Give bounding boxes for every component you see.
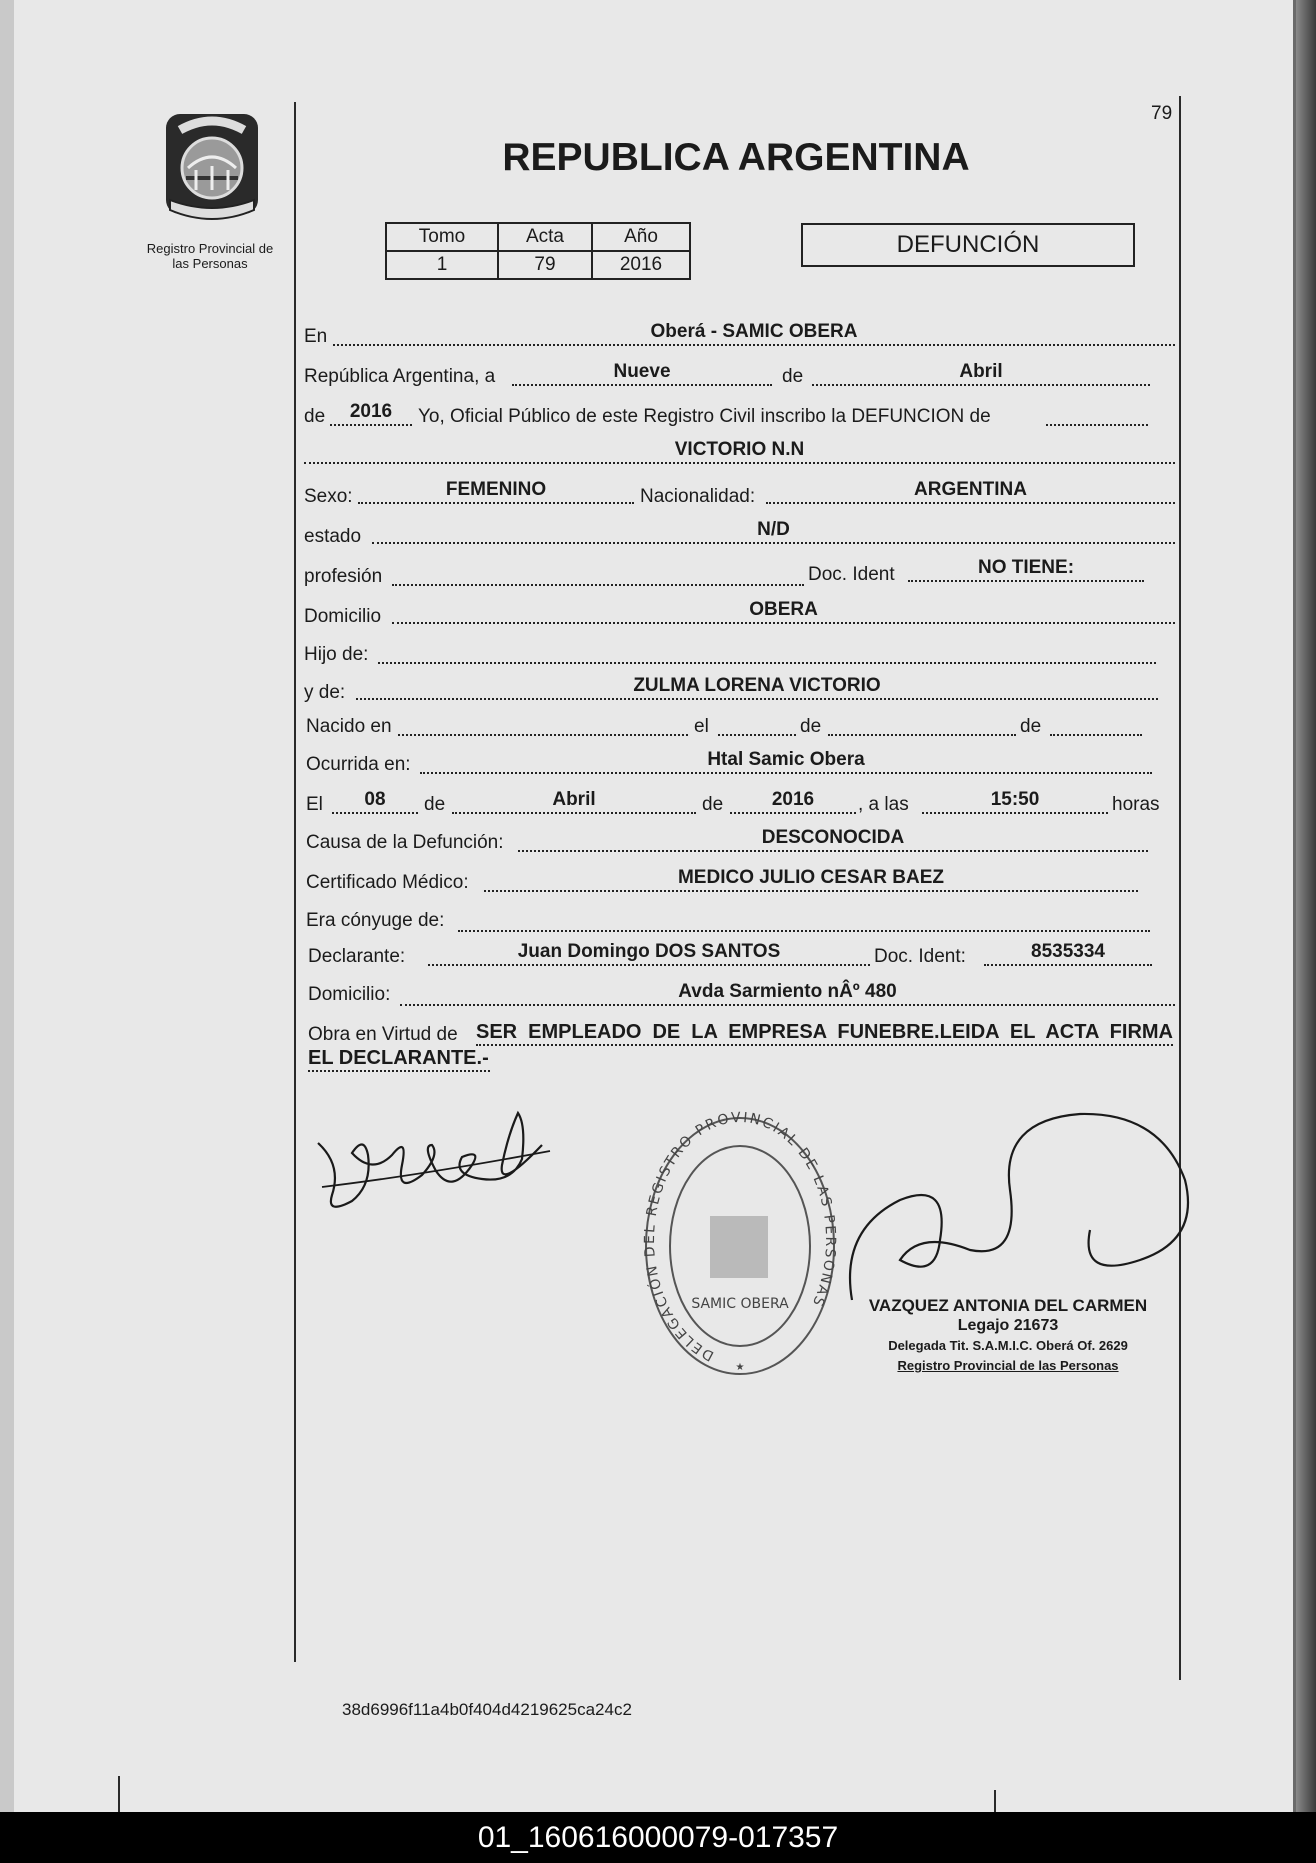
tomo-header: Tomo bbox=[386, 223, 498, 251]
inscripcion-blank bbox=[1046, 402, 1148, 426]
anio-field: 2016 bbox=[330, 402, 412, 426]
stamp-ring-text: DELEGACIÓN DEL REGISTRO PROVINCIAL DE LAS PERSONAS bbox=[642, 1109, 839, 1364]
doc-declarante-field: 8535334 bbox=[984, 942, 1152, 966]
nacido-mes-field bbox=[828, 712, 1016, 736]
a-las-label: , a las bbox=[858, 794, 909, 815]
official-legajo: Legajo 21673 bbox=[957, 1317, 1059, 1334]
nacido-de-label-2: de bbox=[1020, 716, 1042, 737]
domicilio-declarante-field: Avda Sarmiento nÂº 480 bbox=[400, 982, 1175, 1006]
declarant-signature bbox=[312, 1105, 552, 1225]
doc-declarante-label: Doc. Ident: bbox=[874, 946, 966, 967]
sexo-label: Sexo: bbox=[304, 486, 353, 507]
nacido-dia-field bbox=[718, 712, 796, 736]
estado-field: N/D bbox=[372, 520, 1175, 544]
ocurrida-label: Ocurrida en: bbox=[306, 754, 411, 775]
nacido-el-label: el bbox=[694, 716, 709, 737]
official-block bbox=[868, 1296, 1148, 1376]
official-signature bbox=[840, 1110, 1200, 1310]
hijo-de-label: Hijo de: bbox=[304, 644, 369, 665]
lugar-field: Oberá - SAMIC OBERA bbox=[333, 322, 1175, 346]
ocurrida-field: Htal Samic Obera bbox=[420, 750, 1152, 774]
hora-field: 15:50 bbox=[922, 790, 1108, 814]
profesion-label: profesión bbox=[304, 566, 383, 587]
de-label-5: de bbox=[702, 794, 724, 815]
conyuge-label: Era cónyuge de: bbox=[306, 910, 445, 931]
de-label: de bbox=[782, 366, 804, 387]
declarante-label: Declarante: bbox=[308, 946, 406, 967]
document-title: REPUBLICA ARGENTINA bbox=[502, 136, 970, 179]
causa-label: Causa de la Defunción: bbox=[306, 832, 504, 853]
nacido-de-label: de bbox=[800, 716, 822, 737]
mes-field: Abril bbox=[812, 362, 1150, 386]
en-label: En bbox=[304, 326, 328, 347]
obra-field-line2: EL DECLARANTE.- bbox=[308, 1048, 490, 1072]
de-anio-label: de bbox=[304, 406, 326, 427]
doc-ident-label: Doc. Ident bbox=[808, 564, 895, 585]
y-de-field: ZULMA LORENA VICTORIO bbox=[356, 676, 1158, 700]
domicilio-declarante-label: Domicilio: bbox=[308, 984, 391, 1005]
left-margin-line bbox=[294, 102, 296, 1662]
dia-field: Nueve bbox=[512, 362, 772, 386]
estado-label: estado bbox=[304, 526, 362, 547]
el-label: El bbox=[306, 794, 323, 815]
inscripcion-text: Yo, Oficial Público de este Registro Civil inscribo la DEFUNCION de bbox=[418, 406, 991, 427]
anio-defuncion-field: 2016 bbox=[730, 790, 856, 814]
republica-label: República Argentina, a bbox=[304, 366, 496, 387]
document-hash: 38d6996f11a4b0f404d4219625ca24c2 bbox=[342, 1700, 632, 1719]
obra-label: Obra en Virtud de bbox=[308, 1024, 458, 1045]
conyuge-field bbox=[458, 908, 1150, 932]
bottom-tick-left bbox=[118, 1776, 120, 1812]
bottom-tick-right bbox=[994, 1790, 996, 1812]
acta-header: Acta bbox=[498, 223, 592, 251]
registry-seal-stamp bbox=[640, 1108, 840, 1384]
mes-defuncion-field: Abril bbox=[452, 790, 696, 814]
logo-caption: Registro Provincial de las Personas bbox=[146, 241, 274, 271]
profesion-field bbox=[392, 562, 804, 586]
certificado-field: MEDICO JULIO CESAR BAEZ bbox=[484, 868, 1138, 892]
de-label-4: de bbox=[424, 794, 446, 815]
official-cargo: Delegada Tit. S.A.M.I.C. Oberá Of. 2629 bbox=[888, 1338, 1128, 1353]
nacido-en-field bbox=[398, 712, 688, 736]
anio-header: Año bbox=[592, 223, 690, 251]
doc-ident-field: NO TIENE: bbox=[908, 558, 1144, 582]
certificado-label: Certificado Médico: bbox=[306, 872, 469, 893]
declarante-field: Juan Domingo DOS SANTOS bbox=[428, 942, 870, 966]
svg-text:★: ★ bbox=[735, 1362, 745, 1373]
tomo-value: 1 bbox=[386, 251, 498, 279]
nombre-field: VICTORIO N.N bbox=[304, 440, 1175, 464]
record-type-box: DEFUNCIÓN bbox=[801, 223, 1135, 267]
domicilio-field: OBERA bbox=[392, 600, 1175, 624]
domicilio-label: Domicilio bbox=[304, 606, 382, 627]
official-registro: Registro Provincial de las Personas bbox=[897, 1358, 1119, 1373]
hijo-de-field bbox=[378, 640, 1156, 664]
misiones-coat-of-arms-logo bbox=[152, 110, 272, 230]
anio-value: 2016 bbox=[592, 251, 690, 279]
horas-label: horas bbox=[1112, 794, 1160, 815]
sexo-field: FEMENINO bbox=[358, 480, 634, 504]
right-margin-line bbox=[1179, 96, 1181, 1680]
page-number: 79 bbox=[1151, 103, 1173, 124]
file-label-bar: 01_160616000079-017357 bbox=[0, 1812, 1316, 1863]
nacido-en-label: Nacido en bbox=[306, 716, 392, 737]
nacido-anio-field bbox=[1050, 712, 1142, 736]
stamp-center-text: SAMIC OBERA bbox=[691, 1296, 789, 1312]
causa-field: DESCONOCIDA bbox=[518, 828, 1148, 852]
nacionalidad-label: Nacionalidad: bbox=[640, 486, 756, 507]
page-edge-shadow bbox=[1296, 0, 1316, 1812]
official-name: VAZQUEZ ANTONIA DEL CARMEN bbox=[868, 1296, 1148, 1315]
record-number-table bbox=[385, 222, 691, 280]
obra-field-line1: SER EMPLEADO DE LA EMPRESA FUNEBRE.LEIDA EL ACTA FIRMA bbox=[476, 1022, 1173, 1046]
nacionalidad-field: ARGENTINA bbox=[766, 480, 1175, 504]
dia-defuncion-field: 08 bbox=[332, 790, 418, 814]
y-de-label: y de: bbox=[304, 682, 346, 703]
acta-value: 79 bbox=[498, 251, 592, 279]
